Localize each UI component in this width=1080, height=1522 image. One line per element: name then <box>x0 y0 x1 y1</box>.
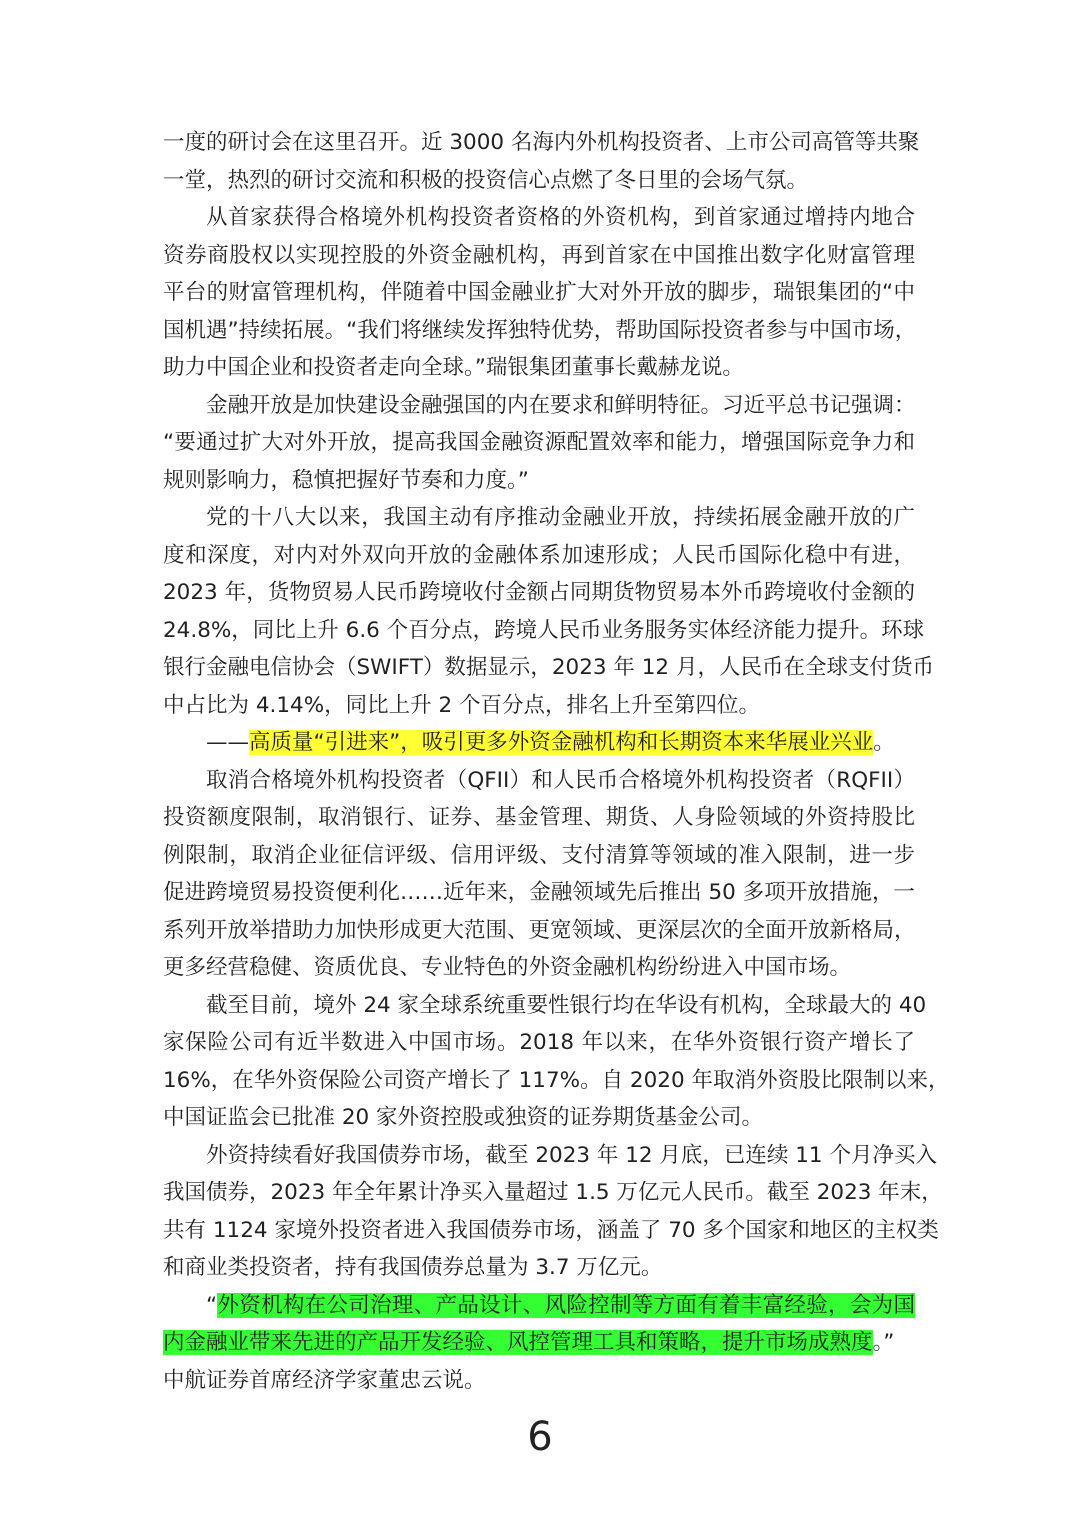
text-line: 取消合格境外机构投资者（QFII）和人民币合格境外机构投资者（RQFII） <box>206 767 915 793</box>
paragraph <box>163 499 934 724</box>
quote-close: 。” <box>872 1330 895 1355</box>
green-highlight: 外资机构在公司治理、产品设计、风险控制等方面有着丰富经验，会为国 <box>217 1292 915 1318</box>
yellow-highlight: 高质量“引进来”，吸引更多外资金融机构和长期资本来华展业兴业 <box>249 730 874 755</box>
paragraph <box>163 987 950 1137</box>
text-line <box>163 1324 915 1362</box>
text-line: 例限制，取消企业征信评级、信用评级、支付清算等领域的准入限制，进一步 <box>163 842 915 868</box>
text-line: 更多经营稳健、资质优良、专业特色的外资金融机构纷纷进入中国市场。 <box>163 955 852 980</box>
heading-end: 。 <box>873 730 895 755</box>
text-line: 系列开放举措助力加快形成更大范围、更宽领域、更深层次的全面开放新格局， <box>163 917 916 943</box>
text-line: 我国债券，2023 年全年累计净买入量超过 1.5 万亿元人民币。截至 2023 年末， <box>163 1180 943 1205</box>
text-line: 家保险公司有近半数进入中国市场。2018 年以来，在华外资银行资产增长了 <box>163 1030 915 1055</box>
text-line: 截至目前，境外 24 家全球系统重要性银行均在华设有机构，全球最大的 40 <box>206 992 927 1018</box>
text-line: 银行金融电信协会（SWIFT）数据显示，2023 年 12 月，人民币在全球支付货币 <box>163 655 934 680</box>
green-highlight: 内金融业带来先进的产品开发经验、风控管理工具和策略，提升市场成熟度 <box>163 1330 873 1355</box>
text-line: 中国证监会已批准 20 家外资控股或独资的证券期货基金公司。 <box>163 1105 764 1130</box>
paragraph <box>163 124 920 199</box>
paragraph <box>163 199 915 387</box>
text-line: 外资持续看好我国债券市场，截至 2023 年 12 月底，已连续 11 个月净买入 <box>206 1142 937 1168</box>
quote-paragraph <box>163 1287 915 1400</box>
text-line: 平台的财富管理机构，伴随着中国金融业扩大对外开放的脚步，瑞银集团的“中 <box>163 280 915 305</box>
text-line: 资券商股权以实现控股的外资金融机构，再到首家在中国推出数字化财富管理 <box>163 242 915 268</box>
text-line: 共有 1124 家境外投资者进入我国债券市场，涵盖了 70 多个国家和地区的主权类 <box>163 1217 939 1243</box>
text-line: “要通过扩大对外开放，提高我国金融资源配置效率和能力，增强国际竞争力和 <box>163 430 915 455</box>
text-line: 一堂，热烈的研讨交流和积极的投资信心点燃了冬日里的会场气氛。 <box>163 167 809 193</box>
text-line: 一度的研讨会在这里召开。近 3000 名海内外机构投资者、上市公司高管等共聚 <box>163 130 920 155</box>
text-line <box>163 1287 915 1325</box>
text-line: 度和深度，对内对外双向开放的金融体系加速形成；人民币国际化稳中有进， <box>163 542 915 568</box>
text-line: 中占比为 4.14%，同比上升 2 个百分点，排名上升至第四位。 <box>163 692 760 718</box>
text-line: 党的十八大以来，我国主动有序推动金融业开放，持续拓展金融开放的广 <box>206 505 915 530</box>
text-line: 国机遇”持续拓展。“我们将继续发挥独特优势，帮助国际投资者参与中国市场， <box>163 317 917 343</box>
text-line: 从首家获得合格境外机构投资者资格的外资机构，到首家通过增持内地合 <box>206 205 915 230</box>
text-line: 金融开放是加快建设金融强国的内在要求和鲜明特征。习近平总书记强调： <box>206 392 916 418</box>
paragraph <box>163 762 915 987</box>
text-line: 中航证券首席经济学家董忠云说。 <box>163 1367 486 1393</box>
paragraph <box>163 387 915 500</box>
text-line: 24.8%，同比上升 6.6 个百分点，跨境人民币业务服务实体经济能力提升。环球 <box>163 617 925 643</box>
text-line: 和商业类投资者，持有我国债券总量为 3.7 万亿元。 <box>163 1255 663 1280</box>
page-number: 6 <box>527 1414 553 1460</box>
text-line <box>163 724 915 762</box>
text-line: 助力中国企业和投资者走向全球。”瑞银集团董事长戴赫龙说。 <box>163 355 744 380</box>
text-line: 2023 年，货物贸易人民币跨境收付金额占同期货物贸易本外币跨境收付金额的 <box>163 580 915 605</box>
text-line: 规则影响力，稳慎把握好节奏和力度。” <box>163 467 529 493</box>
section-heading <box>163 724 915 762</box>
article-body <box>163 124 950 1399</box>
text-line: 16%，在华外资保险公司资产增长了 117%。自 2020 年取消外资股比限制以来， <box>163 1067 950 1093</box>
text-line: 促进跨境贸易投资便利化……近年来，金融领域先后推出 50 多项开放措施，一 <box>163 880 915 905</box>
paragraph <box>163 1137 943 1287</box>
quote-open: “ <box>206 1292 218 1318</box>
text-line: 投资额度限制，取消银行、证券、基金管理、期货、人身险领域的外资持股比 <box>163 805 915 830</box>
heading-dash: —— <box>206 730 249 755</box>
